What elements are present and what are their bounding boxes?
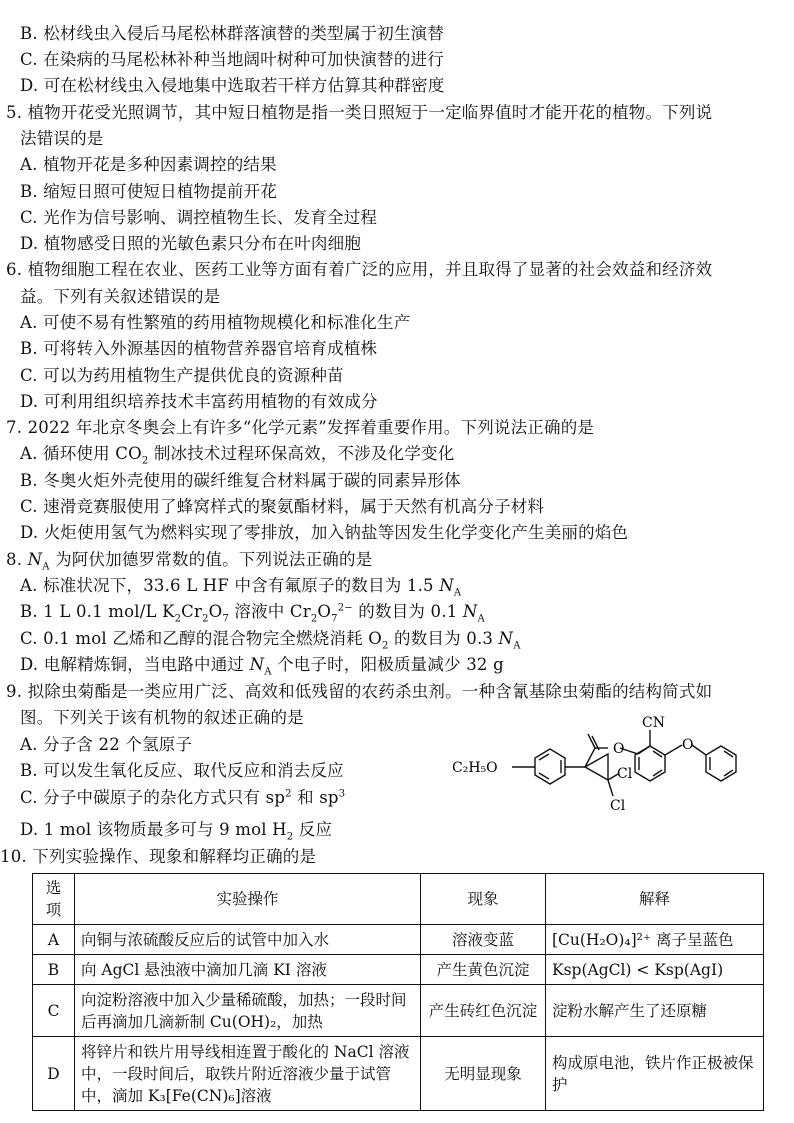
q9-stem: 9. 拟除虫菊酯是一类应用广泛、高效和低残留的农药杀虫剂。一种含氰基除虫菊酯的结构简式如: [6, 682, 713, 701]
table-row: [33, 985, 764, 1037]
table-cell-operation: 将锌片和铁片用导线相连置于酸化的 NaCl 溶液中，一段时间后，取铁片附近溶液少量于试管中，滴加 K₃[Fe(CN)₆]溶液: [75, 1037, 421, 1111]
q8-stem: 8. $N_A$ 为阿伏加德罗常数的值。下列说法正确的是: [6, 550, 373, 573]
table-row: [33, 955, 764, 985]
table-header: 解释: [546, 874, 764, 925]
q9-option-b: B. 可以发生氧化反应、取代反应和消去反应: [20, 761, 344, 780]
table-cell-operation: 向铜与浓硫酸反应后的试管中加入水: [75, 925, 421, 955]
q5-option-d: D. 植物感受日照的光敏色素只分布在叶肉细胞: [20, 234, 362, 253]
q9-stem-cont: 图。下列关于该有机物的叙述正确的是: [20, 708, 304, 727]
cl-label-1: Cl: [617, 766, 633, 782]
table-cell-option: B: [33, 955, 75, 985]
q10-stem: 10. 下列实验操作、现象和解释均正确的是: [0, 847, 317, 866]
table-cell-operation: 向 AgCl 悬浊液中滴加几滴 KI 溶液: [75, 955, 421, 985]
q10-table: [32, 873, 764, 1111]
table-row: [33, 925, 764, 955]
q7-stem: 7. 2022 年北京冬奥会上有许多“化学元素”发挥着重要作用。下列说法正确的是: [6, 418, 595, 437]
table-header: 选项: [33, 874, 75, 925]
cn-label: CN: [642, 715, 665, 731]
q9-option-a: A. 分子含 22 个氢原子: [20, 735, 193, 754]
q9-option-d: D. 1 mol 该物质最多可与 9 mol $H_2$ 反应: [20, 820, 333, 843]
q5-option-b: B. 缩短日照可使短日植物提前开花: [20, 182, 278, 201]
table-cell-explanation: 淀粉水解产生了还原糖: [546, 985, 764, 1037]
q8-option-d: D. 电解精炼铜，当电路中通过 $N_A$ 个电子时，阳极质量减少 32 g: [20, 655, 504, 678]
q6-option-a: A. 可使不易有性繁殖的药用植物规模化和标准化生产: [20, 313, 411, 332]
q8-option-c: C. 0.1 mol 乙烯和乙醇的混合物完全燃烧消耗 $O_2$ 的数目为 0.3 $N_A$: [20, 629, 521, 652]
q5-option-c: C. 光作为信号影响、调控植物生长、发育全过程: [20, 208, 378, 227]
table-header: 实验操作: [75, 874, 421, 925]
table-cell-phenomenon: 产生砖红色沉淀: [421, 985, 546, 1037]
table-cell-phenomenon: 溶液变蓝: [421, 925, 546, 955]
table-cell-explanation: [Cu(H₂O)₄]²⁺ 离子呈蓝色: [546, 925, 764, 955]
ester-o-label: O: [613, 741, 625, 757]
cl-label-2: Cl: [610, 798, 626, 814]
table-cell-option: D: [33, 1037, 75, 1111]
table-cell-option: C: [33, 985, 75, 1037]
table-cell-operation: 向淀粉溶液中加入少量稀硫酸，加热；一段时间后再滴加几滴新制 Cu(OH)₂，加热: [75, 985, 421, 1037]
q6-option-c: C. 可以为药用植物生产提供优良的资源种苗: [20, 366, 344, 385]
table-cell-explanation: Ksp(AgCl) < Ksp(AgI): [546, 955, 764, 985]
q7-option-d: D. 火炬使用氢气为燃料实现了零排放，加入钠盐等因发生化学变化产生美丽的焰色: [20, 523, 629, 542]
q9-option-c: C. 分子中碳原子的杂化方式只有 $sp^2$ 和 $sp^3$: [20, 788, 346, 807]
q5-stem-cont: 法错误的是: [20, 129, 104, 148]
q4-option-b: B. 松材线虫入侵后马尾松林群落演替的类型属于初生演替: [20, 24, 445, 43]
table-cell-option: A: [33, 925, 75, 955]
table-header: 现象: [421, 874, 546, 925]
table-cell-phenomenon: 产生黄色沉淀: [421, 955, 546, 985]
table-cell-phenomenon: 无明显现象: [421, 1037, 546, 1111]
q7-option-b: B. 冬奥火炬外壳使用的碳纤维复合材料属于碳的同素异形体: [20, 471, 461, 490]
q6-stem: 6. 植物细胞工程在农业、医药工业等方面有着广泛的应用，并且取得了显著的社会效益和经济效: [6, 260, 713, 279]
q8-option-b: B. 1 L 0.1 mol/L $K_2Cr_2O_7$ 溶液中 $Cr_2O_7^{2-}$ 的数目为 0.1 $N_A$: [20, 602, 485, 625]
q4-option-d: D. 可在松材线虫入侵地集中选取若干样方估算其种群密度: [20, 76, 445, 95]
ether-o-label: O: [682, 737, 694, 753]
q6-option-d: D. 可利用组织培养技术丰富药用植物的有效成分: [20, 392, 378, 411]
q9-structure-diagram: [450, 712, 780, 822]
q6-stem-cont: 益。下列有关叙述错误的是: [20, 287, 221, 306]
q8-option-a: A. 标准状况下，33.6 L HF 中含有氟原子的数目为 1.5 $N_A$: [20, 576, 462, 599]
ethoxy-label: C₂H₅O: [452, 760, 498, 776]
table-row: [33, 1037, 764, 1111]
table-cell-explanation: 构成原电池，铁片作正极被保护: [546, 1037, 764, 1111]
q7-option-a: A. 循环使用 $CO_2$ 制冰技术过程环保高效，不涉及化学变化: [20, 444, 455, 467]
q7-option-c: C. 速滑竞赛服使用了蜂窝样式的聚氨酯材料，属于天然有机高分子材料: [20, 497, 545, 516]
q4-option-c: C. 在染病的马尾松林补种当地阔叶树种可加快演替的进行: [20, 50, 444, 69]
q5-option-a: A. 植物开花是多种因素调控的结果: [20, 155, 277, 174]
q5-stem: 5. 植物开花受光照调节，其中短日植物是指一类日照短于一定临界值时才能开花的植物。下列说: [6, 103, 713, 122]
table-header-row: [33, 874, 764, 925]
q6-option-b: B. 可将转入外源基因的植物营养器官培育成植株: [20, 339, 378, 358]
